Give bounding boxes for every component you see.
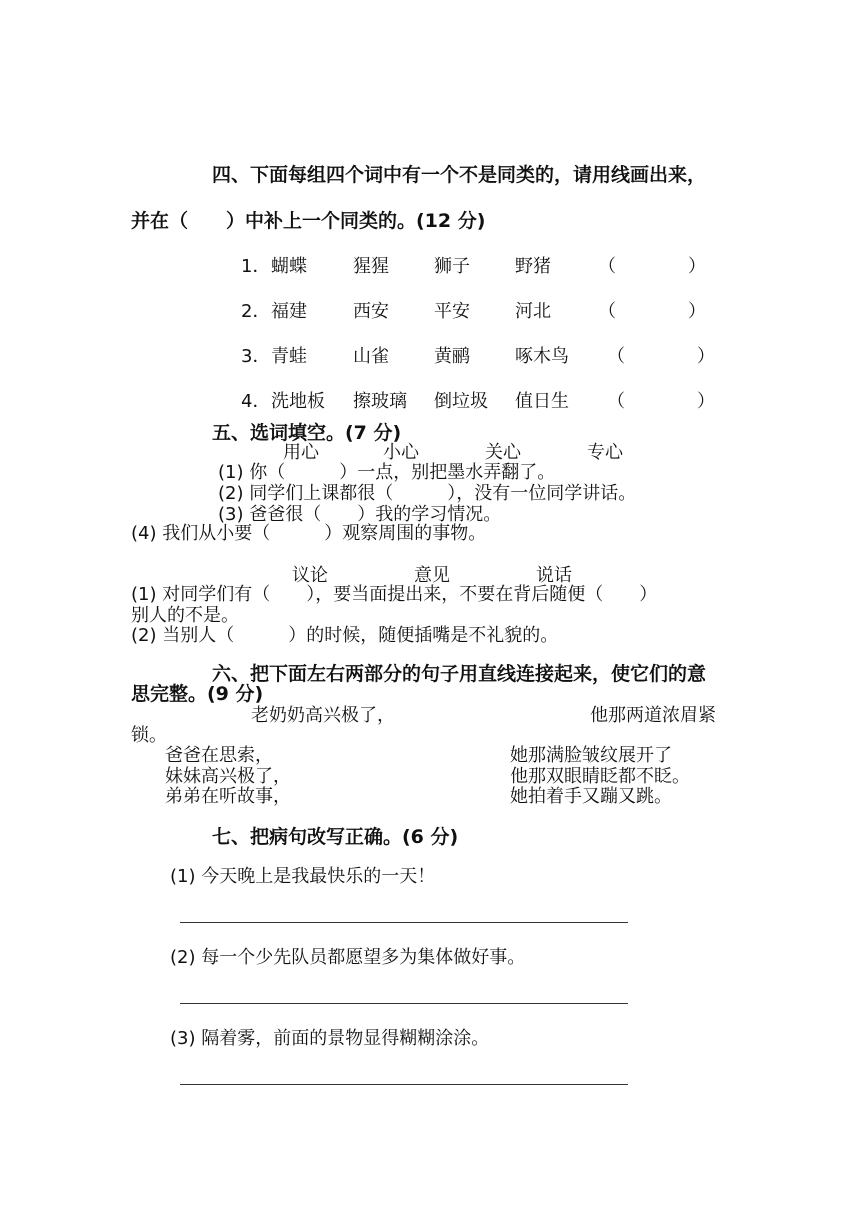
word-option: 洗地板 — [271, 391, 325, 412]
word-option: 福建 — [271, 301, 307, 322]
section7-title: 七、把病句改写正确。(6 分) — [212, 826, 459, 848]
match-right-item: 他那两道浓眉紧 — [590, 705, 716, 726]
answer-line[interactable] — [180, 1003, 628, 1004]
word-choice: 关心 — [485, 442, 521, 463]
match-right-item: 他那双眼睛眨都不眨。 — [510, 766, 690, 787]
match-right-item: 她拍着手又蹦又跳。 — [510, 786, 672, 807]
answer-blank[interactable]: （ ） — [607, 391, 715, 412]
word-choice: 说话 — [536, 565, 572, 586]
word-choice: 专心 — [587, 442, 623, 463]
fill-sentence: (2) 同学们上课都很（ ），没有一位同学讲话。 — [218, 483, 637, 504]
word-option: 河北 — [515, 301, 551, 322]
match-right-item: 她那满脸皱纹展开了 — [510, 745, 672, 766]
row-number: 2． — [241, 301, 271, 322]
section6-title-line2: 思完整。(9 分) — [131, 683, 264, 705]
match-right-item-wrap: 锁。 — [131, 725, 167, 746]
sentence-item: (2) 每一个少先队员都愿望多为集体做好事。 — [170, 947, 526, 968]
answer-line[interactable] — [180, 1084, 628, 1085]
word-option: 山雀 — [353, 346, 389, 367]
word-choice: 意见 — [414, 565, 450, 586]
answer-line[interactable] — [180, 922, 628, 923]
match-left-item: 弟弟在听故事， — [165, 786, 291, 807]
row-number: 1． — [241, 256, 271, 277]
word-option: 蝴蝶 — [271, 256, 307, 277]
word-option: 倒垃圾 — [434, 391, 488, 412]
sentence-item: (3) 隔着雾，前面的景物显得糊糊涂涂。 — [170, 1028, 490, 1049]
word-option: 啄木鸟 — [515, 346, 569, 367]
match-left-item: 妹妹高兴极了， — [165, 766, 291, 787]
row-number: 4． — [241, 391, 271, 412]
word-option: 野猪 — [515, 256, 551, 277]
fill-sentence: (1) 对同学们有（ ），要当面提出来，不要在背后随便（ ） — [131, 584, 658, 605]
word-option: 平安 — [434, 301, 470, 322]
word-choice: 小心 — [383, 442, 419, 463]
fill-sentence: (2) 当别人（ ）的时候，随便插嘴是不礼貌的。 — [131, 625, 559, 646]
section5-title: 五、选词填空。(7 分) — [212, 422, 402, 444]
word-option: 猩猩 — [353, 256, 389, 277]
fill-sentence: (1) 你（ ）一点，别把墨水弄翻了。 — [218, 462, 556, 483]
fill-sentence: (4) 我们从小要（ ）观察周围的事物。 — [131, 523, 487, 544]
section4-title-line1: 四、下面每组四个词中有一个不是同类的，请用线画出来， — [212, 164, 707, 186]
word-choice: 用心 — [283, 442, 319, 463]
word-option: 值日生 — [515, 391, 569, 412]
sentence-item: (1) 今天晚上是我最快乐的一天！ — [170, 866, 436, 887]
word-option: 西安 — [353, 301, 389, 322]
fill-sentence: (3) 爸爸很（ ）我的学习情况。 — [218, 504, 502, 525]
word-option: 黄鹂 — [434, 346, 470, 367]
word-choice: 议论 — [292, 565, 328, 586]
section6-title-line1: 六、把下面左右两部分的句子用直线连接起来，使它们的意 — [212, 663, 707, 685]
answer-blank[interactable]: （ ） — [598, 301, 706, 322]
answer-blank[interactable]: （ ） — [607, 346, 715, 367]
word-option: 狮子 — [434, 256, 470, 277]
match-left-item: 爸爸在思索， — [165, 745, 273, 766]
answer-blank[interactable]: （ ） — [598, 256, 706, 277]
match-left-item: 老奶奶高兴极了， — [251, 705, 395, 726]
section4-title-line2: 并在（ ）中补上一个同类的。(12 分) — [131, 210, 486, 232]
fill-sentence: 别人的不是。 — [131, 605, 239, 626]
word-option: 擦玻璃 — [353, 391, 407, 412]
row-number: 3． — [241, 346, 271, 367]
word-option: 青蛙 — [271, 346, 307, 367]
